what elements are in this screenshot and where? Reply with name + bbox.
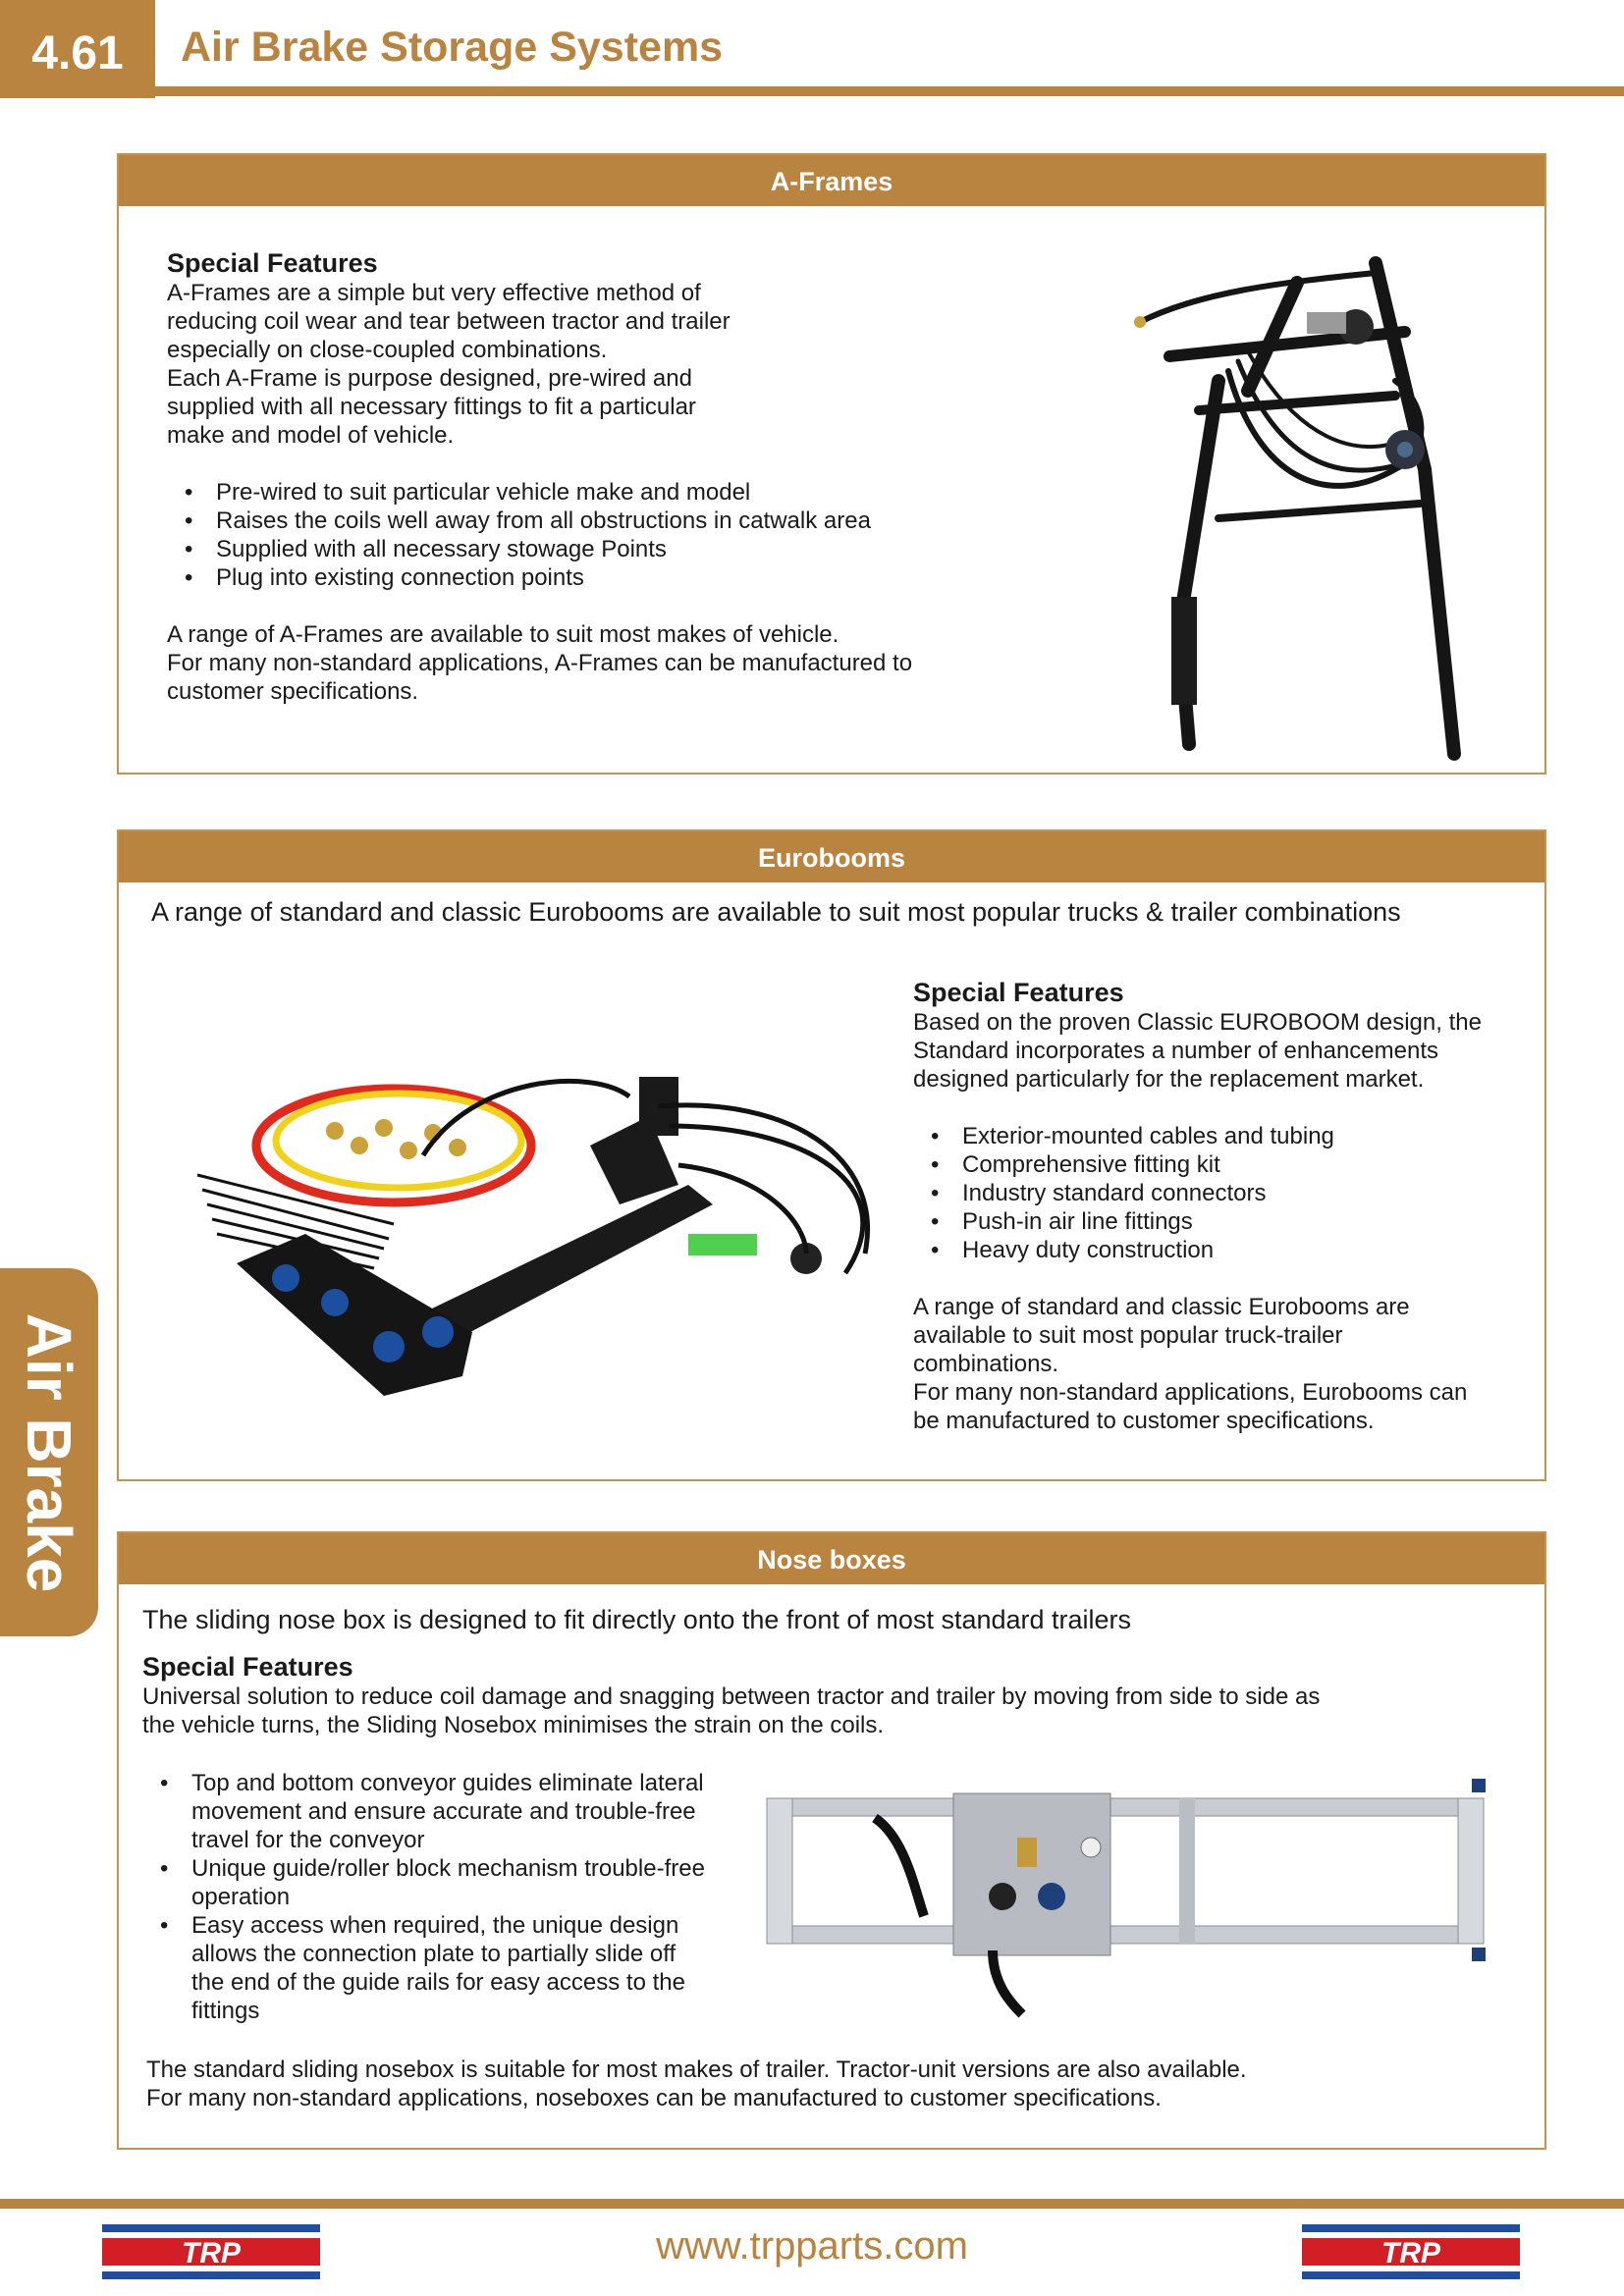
nosebox-image (757, 1779, 1503, 2024)
feature-list (142, 1769, 751, 2025)
noseboxes-bullets (142, 1769, 751, 2025)
side-tab-label: Air Brake (14, 1312, 84, 1592)
list-item: • Comprehensive fitting kit (913, 1150, 1542, 1179)
side-tab (0, 1268, 98, 1636)
intro-line: Each A-Frame is purpose designed, pre-wired and (167, 365, 692, 392)
list-item: • Exterior-mounted cables and tubing (913, 1122, 1542, 1150)
list-item: • Supplied with all necessary stowage Points (167, 535, 1011, 563)
footer-rule (0, 2199, 1624, 2209)
intro-line: designed particularly for the replacement market. (913, 1066, 1425, 1093)
eurobooms-text (913, 977, 1542, 1435)
outro-line: combinations. (913, 1351, 1059, 1377)
feature-list (913, 1122, 1542, 1264)
footer-url[interactable]: www.trpparts.com (656, 2224, 968, 2268)
trp-logo-right (1302, 2224, 1520, 2279)
list-item: • Plug into existing connection points (167, 563, 1011, 592)
intro-line: supplied with all necessary fittings to fit a particular (167, 394, 696, 420)
features-heading: Special Features (167, 248, 378, 278)
list-line: Unique guide/roller block mechanism trouble-free (191, 1855, 705, 1882)
logo-text: TRP (182, 2237, 241, 2269)
outro-line: For many non-standard applications, A-Frames can be manufactured to (167, 650, 913, 676)
outro-line: be manufactured to customer specifications. (913, 1408, 1375, 1434)
features-heading: Special Features (142, 1652, 353, 1682)
section-title: Eurobooms (119, 831, 1544, 882)
list-line: movement and ensure accurate and trouble-free (191, 1798, 696, 1825)
intro-line: A-Frames are a simple but very effective method of (167, 280, 701, 306)
list-line: operation (191, 1884, 291, 1910)
list-line: travel for the conveyor (191, 1827, 425, 1853)
euroboom-image (178, 1038, 1032, 1460)
list-line: fittings (191, 1998, 260, 2024)
list-item (142, 1911, 751, 2025)
aframes-text (167, 247, 1011, 706)
features-heading: Special Features (913, 978, 1124, 1007)
outro-line: The standard sliding nosebox is suitable for most makes of trailer. Tractor-unit versions are also available. (146, 2056, 1247, 2083)
outro-line: available to suit most popular truck-trailer (913, 1322, 1343, 1349)
header-rule (155, 86, 1624, 96)
intro-line: especially on close-coupled combinations. (167, 337, 608, 363)
outro-line: A range of A-Frames are available to suit most makes of vehicle. (167, 621, 839, 648)
outro-line: customer specifications. (167, 678, 419, 705)
list-item: • Industry standard connectors (913, 1179, 1542, 1207)
intro-line: Standard incorporates a number of enhancements (913, 1038, 1438, 1064)
intro-line: the vehicle turns, the Sliding Nosebox minimises the strain on the coils. (142, 1712, 885, 1738)
section-title: A-Frames (119, 155, 1544, 206)
outro-line: A range of standard and classic Eurobooms are (913, 1294, 1410, 1320)
noseboxes-lead: The sliding nose box is designed to fit directly onto the front of most standard trailers (142, 1605, 1132, 1634)
intro-line: make and model of vehicle. (167, 422, 455, 449)
intro-line: Universal solution to reduce coil damage and snagging between tractor and trailer by moving from side to side as (142, 1683, 1321, 1710)
section-aframes (117, 153, 1546, 774)
section-title: Nose boxes (119, 1533, 1544, 1584)
outro-line: For many non-standard applications, Eurobooms can (913, 1379, 1468, 1406)
outro-line: For many non-standard applications, noseboxes can be manufactured to customer specifications. (146, 2085, 1162, 2111)
list-item (142, 1769, 751, 1854)
list-item: • Heavy duty construction (913, 1236, 1542, 1264)
noseboxes-intro (142, 1651, 1517, 1739)
list-item (142, 1854, 751, 1911)
section-eurobooms (117, 829, 1546, 1481)
page-title: Air Brake Storage Systems (181, 24, 724, 71)
list-line: Easy access when required, the unique design (191, 1912, 679, 1939)
intro-line: Based on the proven Classic EUROBOOM design, the (913, 1009, 1482, 1036)
noseboxes-outro (146, 2056, 1521, 2112)
logo-text: TRP (1381, 2237, 1440, 2269)
intro-line: reducing coil wear and tear between tractor and trailer (167, 308, 731, 335)
list-line: the end of the guide rails for easy access to the (191, 1969, 685, 1996)
section-noseboxes (117, 1531, 1546, 2150)
page-number: 4.61 (0, 0, 155, 98)
list-item: • Pre-wired to suit particular vehicle make and model (167, 478, 1011, 507)
list-line: allows the connection plate to partially slide off (191, 1941, 677, 1967)
aframe-image (1081, 224, 1533, 774)
list-line: Top and bottom conveyor guides eliminate lateral (191, 1770, 704, 1796)
eurobooms-lead: A range of standard and classic Eurobooms are available to suit most popular trucks & trailer combinations (151, 897, 1401, 927)
list-item: • Raises the coils well away from all obstructions in catwalk area (167, 507, 1011, 535)
list-item: • Push-in air line fittings (913, 1207, 1542, 1236)
feature-list (167, 478, 1011, 592)
